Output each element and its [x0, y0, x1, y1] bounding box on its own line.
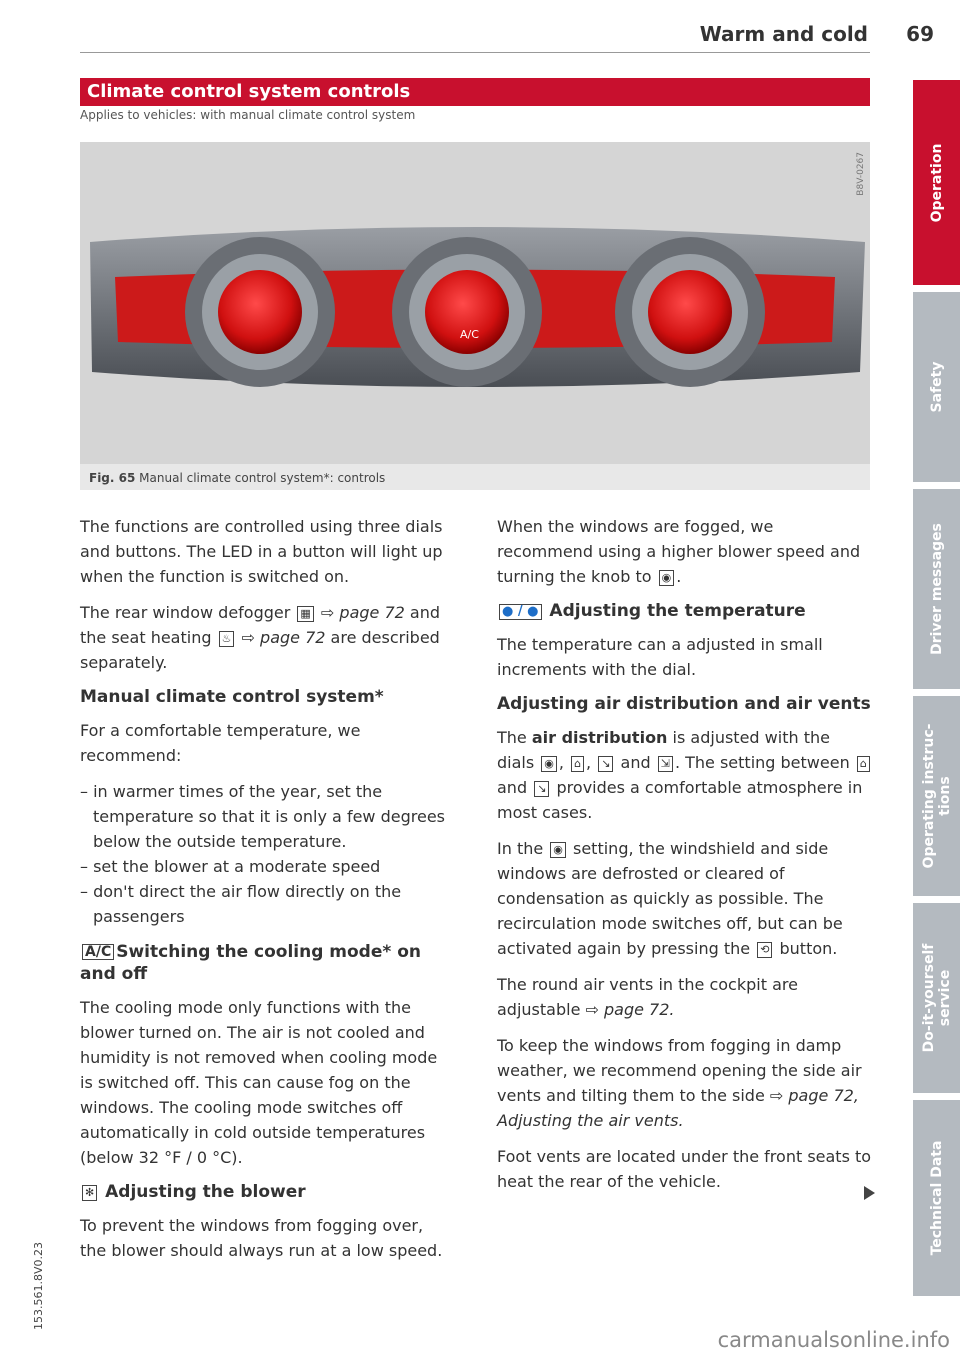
- paragraph: Foot vents are located under the front seats to heat the rear of the vehicle.: [497, 1147, 872, 1191]
- continue-arrow-icon: [864, 1186, 875, 1200]
- paragraph: The temperature can a adjusted in small increments with the dial.: [497, 635, 823, 679]
- header-rule: [80, 52, 870, 53]
- seat-heating-key: ♨: [219, 631, 235, 647]
- rear-defogger-key: ▦: [297, 606, 313, 622]
- ac-key: A/C: [82, 944, 114, 960]
- blower-icon: ✻: [82, 1185, 97, 1201]
- heading-blower: ✻ Adjusting the blower: [80, 1181, 450, 1203]
- list-item: – don't direct the air flow directly on the passengers: [80, 882, 402, 926]
- paragraph: The rear window defogger ▦ ⇨ page 72 and the seat heating ♨ ⇨ page 72 are described separately.: [80, 603, 441, 672]
- sidebar-tab-operating-instructions[interactable]: Operating instruc- tions: [913, 696, 960, 896]
- section-title: Climate control system controls: [87, 81, 411, 102]
- sidebar-tab-operation[interactable]: Operation: [913, 80, 960, 285]
- climate-panel-illustration: [80, 142, 870, 464]
- sidebar-tab-safety[interactable]: Safety: [913, 292, 960, 482]
- caption-label: Fig. 65: [89, 471, 136, 485]
- heading-manual-climate: Manual climate control system*: [80, 687, 384, 707]
- figure-climate-controls: [80, 142, 870, 464]
- defrost-icon: ◉: [659, 570, 675, 586]
- watermark-logo: carmanualsonline.info: [717, 1328, 950, 1352]
- paragraph: To prevent the windows from fogging over, the blower should always run at a low speed.: [80, 1216, 443, 1260]
- section-banner: [80, 78, 870, 106]
- ac-knob-label: A/C: [460, 328, 479, 341]
- heading-air-distribution: Adjusting air distribution and air vents: [497, 694, 871, 714]
- figure-code: B8V-0267: [856, 152, 866, 196]
- page-number: 69: [906, 22, 934, 46]
- paragraph: The cooling mode only functions with the blower turned on. The air is not cooled and humidity is not removed when cooling mode is switched off. This can cause fog on the windows. The cooling mode switches off automatically in cold outside temperatures (below 32 °F / 0 °C).: [80, 998, 438, 1167]
- list-item: – set the blower at a moderate speed: [80, 857, 381, 876]
- document-code: 153.561.8V0.23: [32, 1242, 45, 1330]
- heading-cooling-mode: A/C Switching the cooling mode* on and off: [80, 942, 421, 984]
- sidebar-tab-technical-data[interactable]: Technical Data: [913, 1100, 960, 1296]
- figure-caption: [80, 464, 870, 490]
- paragraph: The air distribution is adjusted with the dials ◉ , ⌂ , ↘ and ⇲ . The setting between ⌂ and ↘ provides a comfortable atmosphere in most cases.: [497, 725, 872, 825]
- left-dial: [185, 237, 335, 387]
- right-dial: [615, 237, 765, 387]
- applies-note: Applies to vehicles: with manual climate control system: [80, 108, 416, 122]
- paragraph: When the windows are fogged, we recommend using a higher blower speed and turning the knob to ◉ .: [497, 517, 861, 586]
- paragraph: In the ◉ setting, the windshield and side windows are defrosted or cleared of condensation as quickly as possible. The recirculation mode switches off, but can be activated again by pressing the ⟲ button.: [497, 839, 843, 958]
- heading-temperature: ● / ● Adjusting the temperature: [497, 600, 872, 622]
- paragraph: The functions are controlled using three dials and buttons. The LED in a button will light up when the function is switched on.: [80, 517, 443, 586]
- paragraph: To keep the windows from fogging in damp weather, we recommend opening the side air vents and tilting them to the side ⇨ page 72, Adjusting the air vents.: [497, 1036, 862, 1130]
- paragraph: The round air vents in the cockpit are adjustable ⇨ page 72.: [497, 975, 798, 1019]
- sidebar-tab-diy-service[interactable]: Do-it-yourself service: [913, 903, 960, 1093]
- left-column: [80, 514, 450, 1274]
- running-title: Warm and cold: [699, 22, 868, 46]
- right-column: [497, 514, 872, 1205]
- paragraph: For a comfortable temperature, we recommend:: [80, 721, 361, 765]
- center-dial: [392, 237, 542, 387]
- sidebar-tab-driver-messages[interactable]: Driver messages: [913, 489, 960, 689]
- temperature-key: ● / ●: [499, 604, 542, 620]
- recirculation-icon: ⟲: [757, 942, 772, 958]
- caption-text: Manual climate control system*: controls: [139, 471, 386, 485]
- list-item: – in warmer times of the year, set the temperature so that it is only a few degrees below the outside temperature.: [80, 782, 445, 851]
- recommend-list: [80, 779, 450, 929]
